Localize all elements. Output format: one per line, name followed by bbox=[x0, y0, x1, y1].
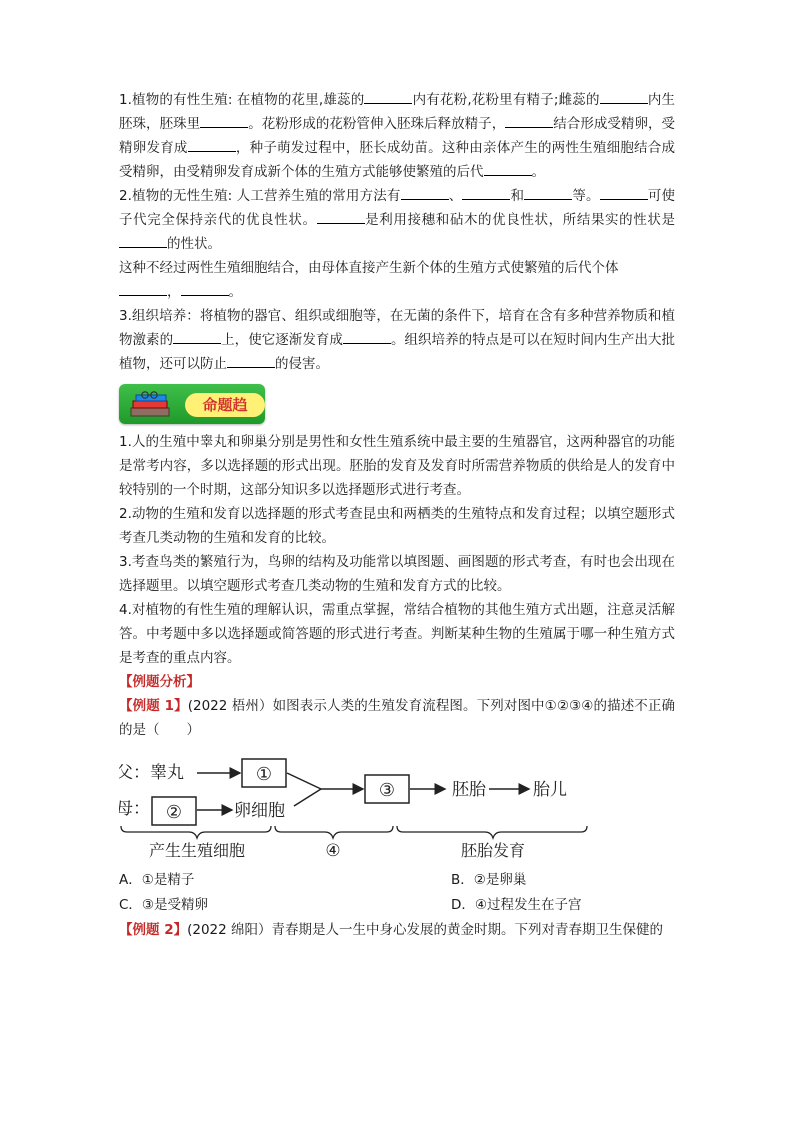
box-2-label: ② bbox=[165, 802, 183, 823]
text: 等。 bbox=[572, 188, 600, 204]
section-asexual-summary bbox=[119, 256, 675, 304]
blank[interactable] bbox=[600, 185, 648, 200]
label-embryo-development: 胚胎发育 bbox=[460, 841, 526, 860]
reproduction-flow-diagram bbox=[119, 746, 679, 864]
blank[interactable] bbox=[317, 209, 365, 224]
text: 。组织培养的特点是可以在短时间内生产出大批植物，还可以防止 bbox=[119, 332, 676, 372]
blank[interactable] bbox=[173, 329, 221, 344]
trend-item: 1.人的生殖中睾丸和卵巢分别是男性和女性生殖系统中最主要的生殖器官，这两种器官的功能是常考内容，多以选择题的形式出现。胚胎的发育及发育时所需营养物质的供给是人的发育中较特别的一个时期，这部分知识多以选择题形式进行考查。 bbox=[119, 434, 675, 498]
text: 内有花粉,花粉里有精子;雌蕊的 bbox=[412, 92, 600, 108]
text: ， bbox=[167, 284, 181, 300]
document-page bbox=[119, 88, 675, 942]
text: 内生胚珠，胚珠里 bbox=[119, 92, 675, 132]
mother-label: 母： bbox=[119, 799, 150, 819]
blank[interactable] bbox=[484, 161, 532, 176]
option-c[interactable]: C．③是受精卵 bbox=[119, 897, 209, 913]
blank[interactable] bbox=[200, 113, 248, 128]
example-2-tag: 【例题 2】 bbox=[119, 922, 188, 938]
example-1 bbox=[119, 694, 675, 742]
option-d[interactable]: D．④过程发生在子宫 bbox=[451, 897, 582, 913]
text: 和 bbox=[510, 188, 525, 204]
blank[interactable] bbox=[505, 113, 553, 128]
text: 上，使它逐渐发育成 bbox=[221, 332, 343, 348]
example-2-text: (2022 绵阳）青春期是人一生中身心发展的黄金时期。下列对青春期卫生保健的 bbox=[187, 922, 664, 938]
example-1-tag: 【例题 1】 bbox=[119, 698, 188, 714]
blank[interactable] bbox=[119, 281, 167, 296]
text: ，种子萌发过程中，胚长成幼苗。这种由亲体产生的两性生殖细胞结合成受精卵，由受精卵发育成新个体的生殖方式能够使繁殖的后代 bbox=[119, 140, 676, 180]
blank[interactable] bbox=[401, 185, 449, 200]
embryo-label: 胚胎 bbox=[452, 780, 486, 800]
text: 。 bbox=[228, 284, 242, 300]
text: 、 bbox=[448, 188, 463, 204]
blank[interactable] bbox=[188, 137, 236, 152]
text: 结合形成受精卵，受精卵发育成 bbox=[119, 116, 676, 156]
trend-list bbox=[119, 430, 675, 670]
option-b[interactable]: B．②是卵巢 bbox=[451, 872, 527, 888]
text: 。花粉形成的花粉管伸入胚珠后释放精子， bbox=[248, 116, 506, 132]
box-1-label: ① bbox=[255, 764, 273, 785]
text: 可使子代完全保持亲代的优良性状。 bbox=[119, 188, 676, 228]
section-tissue-culture bbox=[119, 304, 675, 376]
father-label: 父：睾丸 bbox=[119, 763, 184, 783]
blank[interactable] bbox=[364, 89, 412, 104]
trend-item: 2.动物的生殖和发育以选择题的形式考查昆虫和两栖类的生殖特点和发育过程；以填空题形式考查几类动物的生殖和发育的比较。 bbox=[119, 506, 675, 546]
badge-label: 命题趋 bbox=[185, 393, 265, 417]
blank[interactable] bbox=[524, 185, 572, 200]
text: 的侵害。 bbox=[275, 356, 329, 372]
section-sexual-reproduction bbox=[119, 88, 675, 184]
section-asexual-reproduction bbox=[119, 184, 675, 256]
option-a[interactable]: A．①是精子 bbox=[119, 872, 195, 888]
blank[interactable] bbox=[600, 89, 648, 104]
text: 3.组织培养：将植物的器官、组织或细胞等，在无菌的条件下，培育在含有多种营养物质和植物激素的 bbox=[119, 308, 675, 348]
label-process-4: ④ bbox=[325, 841, 341, 861]
blank[interactable] bbox=[343, 329, 391, 344]
text: 。 bbox=[531, 164, 545, 180]
text: 2.植物的无性生殖: 人工营养生殖的常用方法有 bbox=[119, 188, 401, 204]
example-2 bbox=[119, 918, 675, 942]
trend-item: 4.对植物的有性生殖的理解认识，需重点掌握，常结合植物的其他生殖方式出题，注意灵活解答。中考题中多以选择题或简答题的形式进行考查。判断某种生物的生殖属于哪一种生殖方式是考查的重点内容。 bbox=[119, 602, 675, 666]
example-1-text: (2022 梧州）如图表示人类的生殖发育流程图。下列对图中①②③④的描述不正确的是（ ） bbox=[119, 698, 676, 738]
egg-label: 卵细胞 bbox=[234, 801, 285, 821]
exam-trend-badge bbox=[119, 384, 265, 424]
blank[interactable] bbox=[119, 233, 167, 248]
text: 1.植物的有性生殖: 在植物的花里,雄蕊的 bbox=[119, 92, 365, 108]
label-produce-gametes: 产生生殖细胞 bbox=[148, 841, 246, 860]
answer-options bbox=[119, 868, 675, 918]
blank[interactable] bbox=[181, 281, 229, 296]
example-section-heading: 【例题分析】 bbox=[119, 674, 200, 690]
box-3-label: ③ bbox=[378, 780, 396, 801]
text: 是利用接穗和砧木的优良性状，所结果实的性状是 bbox=[364, 212, 676, 228]
books-icon bbox=[127, 390, 175, 420]
blank[interactable] bbox=[227, 353, 275, 368]
text: 的性状。 bbox=[167, 236, 221, 252]
trend-item: 3.考查鸟类的繁殖行为，鸟卵的结构及功能常以填图题、画图题的形式考查，有时也会出现在选择题里。以填空题形式考查几类动物的生殖和发育方式的比较。 bbox=[119, 554, 675, 594]
fetus-label: 胎儿 bbox=[533, 780, 567, 800]
text: 这种不经过两性生殖细胞结合，由母体直接产生新个体的生殖方式使繁殖的后代个体 bbox=[119, 260, 619, 276]
blank[interactable] bbox=[462, 185, 510, 200]
